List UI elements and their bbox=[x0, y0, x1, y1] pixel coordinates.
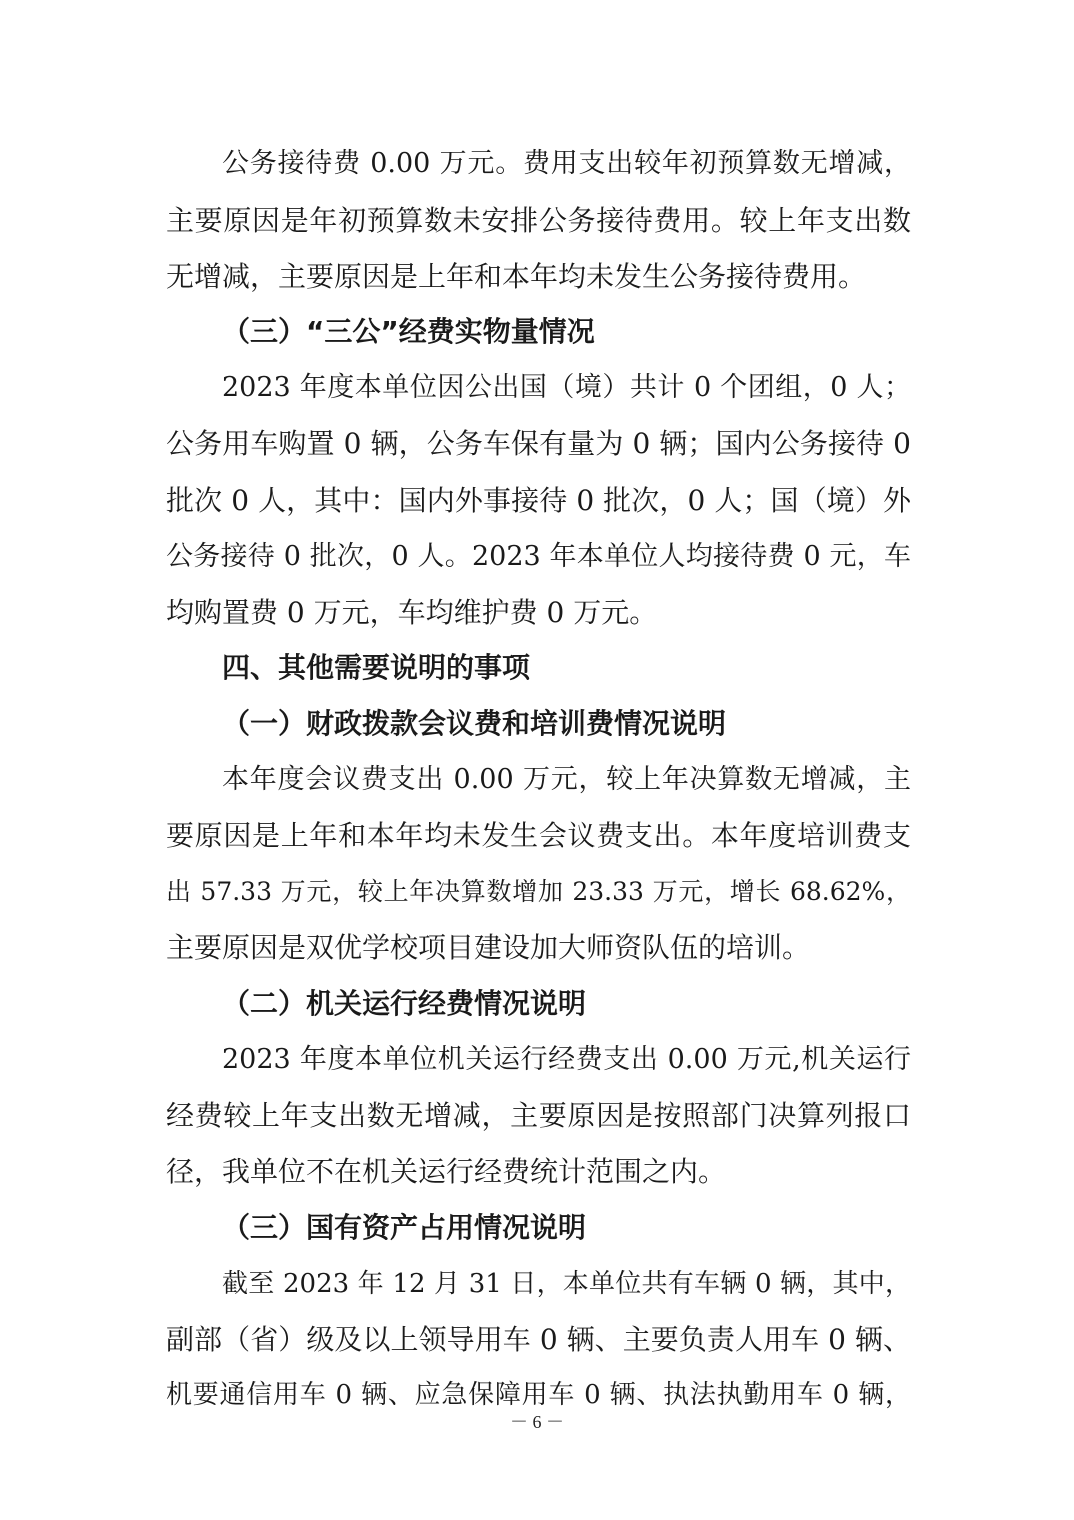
paragraph-line: 公务接待费 0.00 万元。费用支出较年初预算数无增减， bbox=[222, 148, 911, 179]
paragraph-line: 主要原因是双优学校项目建设加大师资队伍的培训。 bbox=[166, 931, 811, 964]
page-number: － 6 － bbox=[510, 1412, 564, 1432]
paragraph-line: 均购置费 0 万元，车均维护费 0 万元。 bbox=[166, 596, 658, 629]
paragraph-line: 截至 2023 年 12 月 31 日，本单位共有车辆 0 辆，其中， bbox=[222, 1269, 911, 1299]
paragraph-line: 2023 年度本单位机关运行经费支出 0.00 万元,机关运行 bbox=[222, 1044, 911, 1075]
paragraph-line: 出 57.33 万元，较上年决算数增加 23.33 万元，增长 68.62%， bbox=[166, 877, 911, 906]
heading-meeting-training: （一）财政拨款会议费和培训费情况说明 bbox=[222, 707, 727, 740]
heading-section-4: 四、其他需要说明的事项 bbox=[222, 651, 531, 684]
paragraph-line: 副部（省）级及以上领导用车 0 辆、主要负责人用车 0 辆、 bbox=[166, 1323, 911, 1356]
paragraph-line: 机要通信用车 0 辆、应急保障用车 0 辆、执法执勤用车 0 辆， bbox=[166, 1380, 911, 1410]
heading-operation-funds: （二）机关运行经费情况说明 bbox=[222, 987, 587, 1020]
paragraph-line: 公务用车购置 0 辆，公务车保有量为 0 辆；国内公务接待 0 bbox=[166, 427, 911, 460]
paragraph-line: 批次 0 人，其中：国内外事接待 0 批次，0 人；国（境）外 bbox=[166, 484, 911, 517]
paragraph-line: 径，我单位不在机关运行经费统计范围之内。 bbox=[166, 1155, 727, 1188]
heading-sangong-material: （三）“三公”经费实物量情况 bbox=[222, 315, 595, 348]
paragraph-line: 要原因是上年和本年均未发生会议费支出。本年度培训费支 bbox=[166, 819, 911, 852]
paragraph-line: 2023 年度本单位因公出国（境）共计 0 个团组，0 人； bbox=[222, 372, 911, 403]
paragraph-line: 本年度会议费支出 0.00 万元，较上年决算数无增减，主 bbox=[222, 764, 911, 795]
heading-state-assets: （三）国有资产占用情况说明 bbox=[222, 1211, 587, 1244]
paragraph-line: 无增减，主要原因是上年和本年均未发生公务接待费用。 bbox=[166, 260, 867, 293]
paragraph-line: 经费较上年支出数无增减，主要原因是按照部门决算列报口 bbox=[166, 1099, 911, 1132]
paragraph-line: 公务接待 0 批次，0 人。2023 年本单位人均接待费 0 元，车 bbox=[166, 541, 911, 572]
paragraph-line: 主要原因是年初预算数未安排公务接待费用。较上年支出数 bbox=[166, 204, 911, 237]
